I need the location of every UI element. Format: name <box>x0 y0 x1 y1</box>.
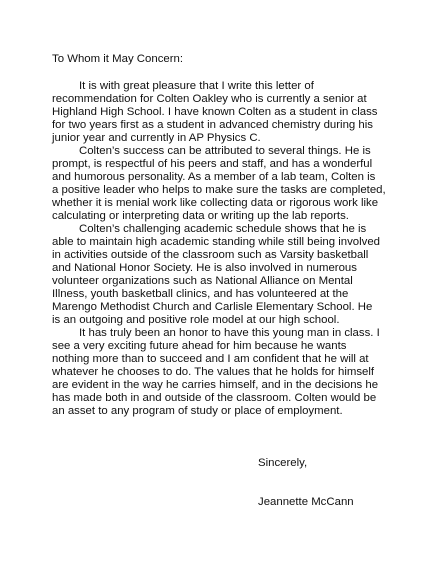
letter-line: Colten’s success can be attributed to several things. He is <box>79 145 371 157</box>
letter-line: a positive leader who helps to make sure the tasks are completed, <box>52 184 386 196</box>
letter-body <box>52 80 392 418</box>
letter-line: is an outgoing and positive role model at our high school. <box>52 314 340 326</box>
letter-line: junior year and currently in AP Physics C. <box>52 132 261 144</box>
letter-line: nothing more than to succeed and I am confident that he will at <box>52 353 369 365</box>
letter-salutation: To Whom it May Concern: <box>52 53 184 65</box>
letter-line: prompt, is respectful of his peers and staff, and has a wonderful <box>52 158 373 170</box>
letter-line: whatever he chooses to do. The values that he holds for himself <box>52 366 375 378</box>
letter-line: It is with great pleasure that I write this letter of <box>79 80 314 92</box>
letter-line: has made both in and outside of the classroom. Colten would be <box>52 392 377 404</box>
letter-line: volunteer organizations such as National Alliance on Mental <box>52 275 353 287</box>
letter-closing: Sincerely, <box>258 457 308 469</box>
letter-line: in activities outside of the classroom such as Varsity basketball <box>52 249 369 261</box>
letter-line: Marengo Methodist Church and Carlisle Elementary School. He <box>52 301 373 313</box>
letter-line: whether it is menial work like collecting data or rigorous work like <box>52 197 379 209</box>
letter-line: see a very exciting future ahead for him because he wants <box>52 340 347 352</box>
letter-line: able to maintain high academic standing while still being involved <box>52 236 380 248</box>
letter-line: It has truly been an honor to have this young man in class. I <box>79 327 380 339</box>
letter-line: Colten’s challenging academic schedule shows that he is <box>79 223 367 235</box>
letter-line: an asset to any program of study or place of employment. <box>52 405 343 417</box>
letter-line: calculating or interpreting data or writing up the lab reports. <box>52 210 349 222</box>
letter-line: recommendation for Colten Oakley who is currently a senior at <box>52 93 367 105</box>
letter-line: and National Honor Society. He is also involved in numerous <box>52 262 357 274</box>
letter-line: Highland High School. I have known Colten as a student in class <box>52 106 378 118</box>
letter-line: are evident in the way he carries himself, and in the decisions he <box>52 379 379 391</box>
letter-line: Illness, youth basketball clinics, and has volunteered at the <box>52 288 349 300</box>
letter-line: for two years first as a student in advanced chemistry during his <box>52 119 373 131</box>
letter-signature: Jeannette McCann <box>258 496 354 508</box>
letter-line: and humorous personality. As a member of a lab team, Colten is <box>52 171 376 183</box>
